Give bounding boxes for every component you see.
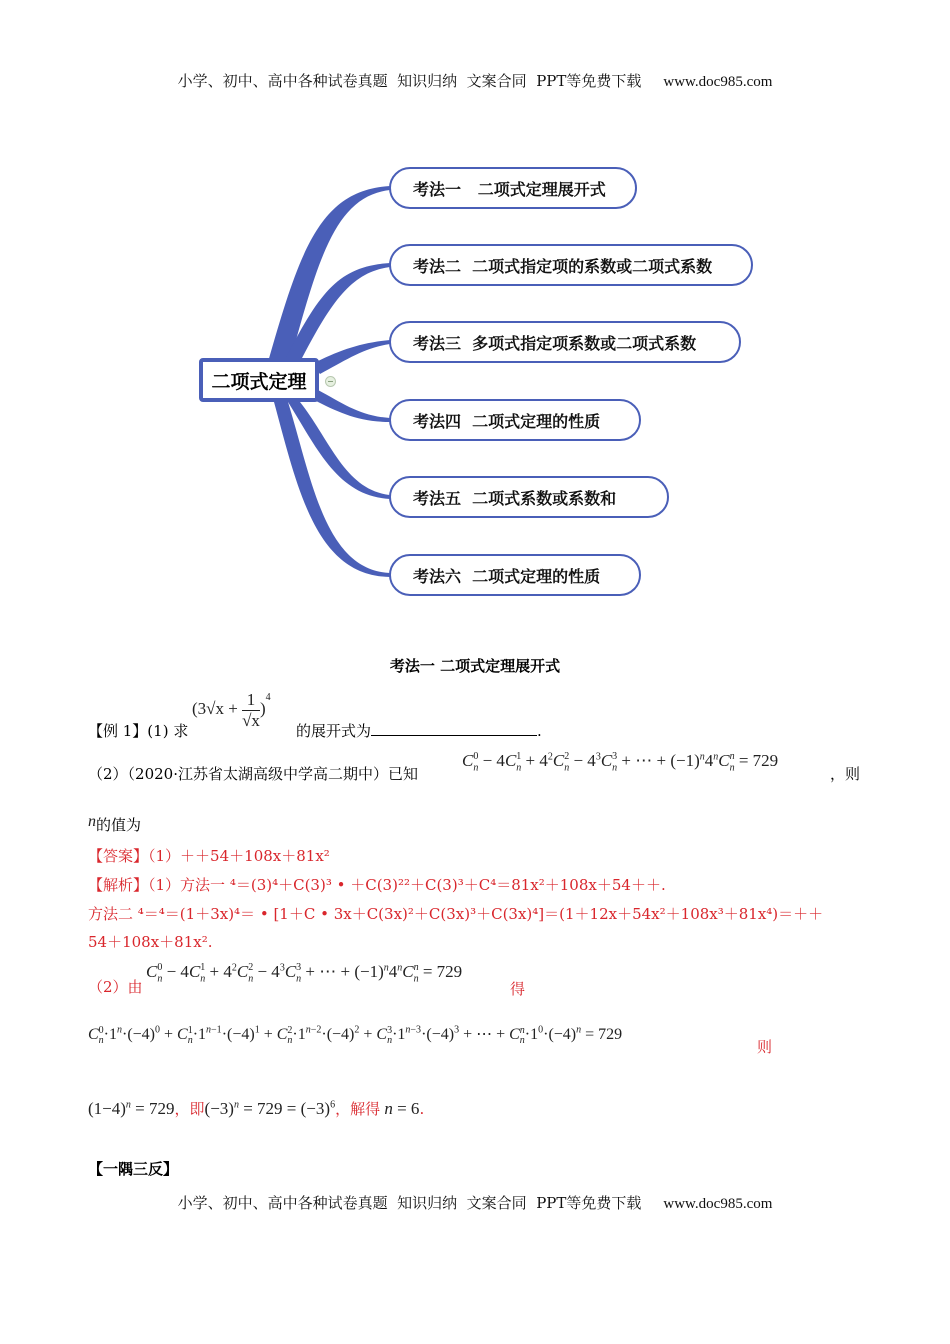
footer-url: www.doc985.com xyxy=(663,1196,773,1212)
final-eq2: $(-3)^n = 729 = (-3)^6$ xyxy=(204,1099,336,1118)
page-footer xyxy=(0,1192,950,1213)
final-period: . xyxy=(419,1100,425,1118)
answer-text: （1）＋＋54＋108x＋81x² xyxy=(148,847,330,865)
end-period: . xyxy=(537,722,542,740)
value-text: 的值为 xyxy=(96,816,142,834)
mindmap-branch-6[interactable] xyxy=(389,554,641,596)
example1-label: 【例 1】(1) 求 xyxy=(88,722,189,740)
mindmap-branch-2[interactable] xyxy=(389,244,753,286)
expr-close: ) xyxy=(259,699,266,718)
root-node-label: 二项式定理 xyxy=(211,370,307,393)
mindmap-root-node[interactable] xyxy=(199,358,319,402)
analysis-part2-prefix: （2）由 xyxy=(88,978,143,996)
analysis-method2-line1: 方法二 ⁴＝⁴＝(1＋3x)⁴＝ • [1＋C • 3x＋C(3x)²＋C(3x)³＋C(3x)⁴]＝(1＋12x＋54x²＋108x³＋81x⁴)＝＋＋ xyxy=(88,905,824,923)
answer-blank[interactable] xyxy=(371,721,537,736)
expr-fraction xyxy=(242,690,260,731)
branch-label: 考法六 二项式定理的性质 xyxy=(413,566,601,586)
branch-label: 考法一 二项式定理展开式 xyxy=(413,179,606,199)
practice-label: 【一隅三反】 xyxy=(88,1160,179,1178)
section-title: 考法一 二项式定理展开式 xyxy=(389,657,561,675)
analysis-ze: 则 xyxy=(757,1038,773,1056)
comma-1: ， xyxy=(174,1100,190,1118)
suffix-text: 的展开式为 xyxy=(296,722,372,740)
analysis-method2-line2: 54＋108x＋81x². xyxy=(88,933,213,951)
analysis-part2-formula: $C_n^0 - 4C_n^1 + 4^2C_n^2 - 4^3C_n^3$ + ⋯ + $(-1)^n4^nC_n^n = 729$ xyxy=(146,962,463,985)
mindmap-branch-4[interactable] xyxy=(389,399,641,441)
final-eq3: n = 6 xyxy=(384,1099,420,1118)
branch-label: 考法四 二项式定理的性质 xyxy=(413,411,601,431)
example1-suffix xyxy=(296,720,542,741)
branch-label: 考法五 二项式系数或系数和 xyxy=(413,488,617,508)
expr-power: 4 xyxy=(265,692,271,703)
example1-part2-formula: $C_n^0 - 4C_n^1 + 4^2C_n^2 - 4^3C_n^3$ + ⋯ + $(-1)^n4^nC_n^n = 729$ xyxy=(462,751,779,774)
final-eq1: $(1-4)^n = 729$ xyxy=(88,1099,175,1118)
header-url: www.doc985.com xyxy=(663,74,773,90)
frac-numerator: 1 xyxy=(242,690,260,711)
branch-label: 考法二 二项式指定项的系数或二项式系数 xyxy=(413,256,713,276)
analysis-final-line xyxy=(88,1098,424,1119)
expr-base: (3√x + xyxy=(192,699,243,718)
analysis-expansion: $C_n^0\cdot 1^n\cdot(-4)^0 + C_n^1\cdot 1^{n-1}\cdot(-4)^1 + C_n^2\cdot 1^{n-2}\cdot(-4)^2 + C_n^3\cdot 1^{n-3}\cdot(-4)^3$ + ⋯ + $C_n^n\cdot 1^0\cdot(-4)^n = 729$ xyxy=(88,1024,623,1047)
frac-denominator: √x xyxy=(242,710,260,730)
analysis-line-1 xyxy=(88,874,666,895)
jiede-text: 解得 xyxy=(350,1100,381,1118)
header-text: 小学、初中、高中各种试卷真题 知识归纳 文案合同 PPT等免费下载 xyxy=(177,72,642,90)
example1-part2-prefix: （2）（2020·江苏省太湖高级中学高二期中）已知 xyxy=(88,765,418,783)
analysis-method1: （1）方法一 ⁴＝(3)⁴＋C(3)³ • ＋C(3)²²＋C(3)³＋C⁴＝81x²＋108x＋54＋＋. xyxy=(148,876,666,894)
mindmap-branch-3[interactable] xyxy=(389,321,741,363)
analysis-de: 得 xyxy=(510,980,526,998)
example1-expression xyxy=(192,688,271,731)
answer-label: 【答案】 xyxy=(88,847,149,865)
analysis-label: 【解析】 xyxy=(88,876,149,894)
mindmap-branch-5[interactable] xyxy=(389,476,669,518)
example1-part2-line2 xyxy=(88,813,141,835)
mindmap-connectors xyxy=(0,0,950,640)
example1-part2-suffix: ，则 xyxy=(830,765,861,783)
branch-label: 考法三 多项式指定项系数或二项式系数 xyxy=(413,333,697,353)
comma-2: ， xyxy=(335,1100,351,1118)
collapse-toggle-icon[interactable] xyxy=(325,376,336,387)
ji-text: 即 xyxy=(189,1100,205,1118)
footer-text: 小学、初中、高中各种试卷真题 知识归纳 文案合同 PPT等免费下载 xyxy=(177,1194,642,1212)
var-n: n xyxy=(88,813,96,830)
mindmap-branch-1[interactable] xyxy=(389,167,637,209)
answer-line xyxy=(88,845,330,866)
